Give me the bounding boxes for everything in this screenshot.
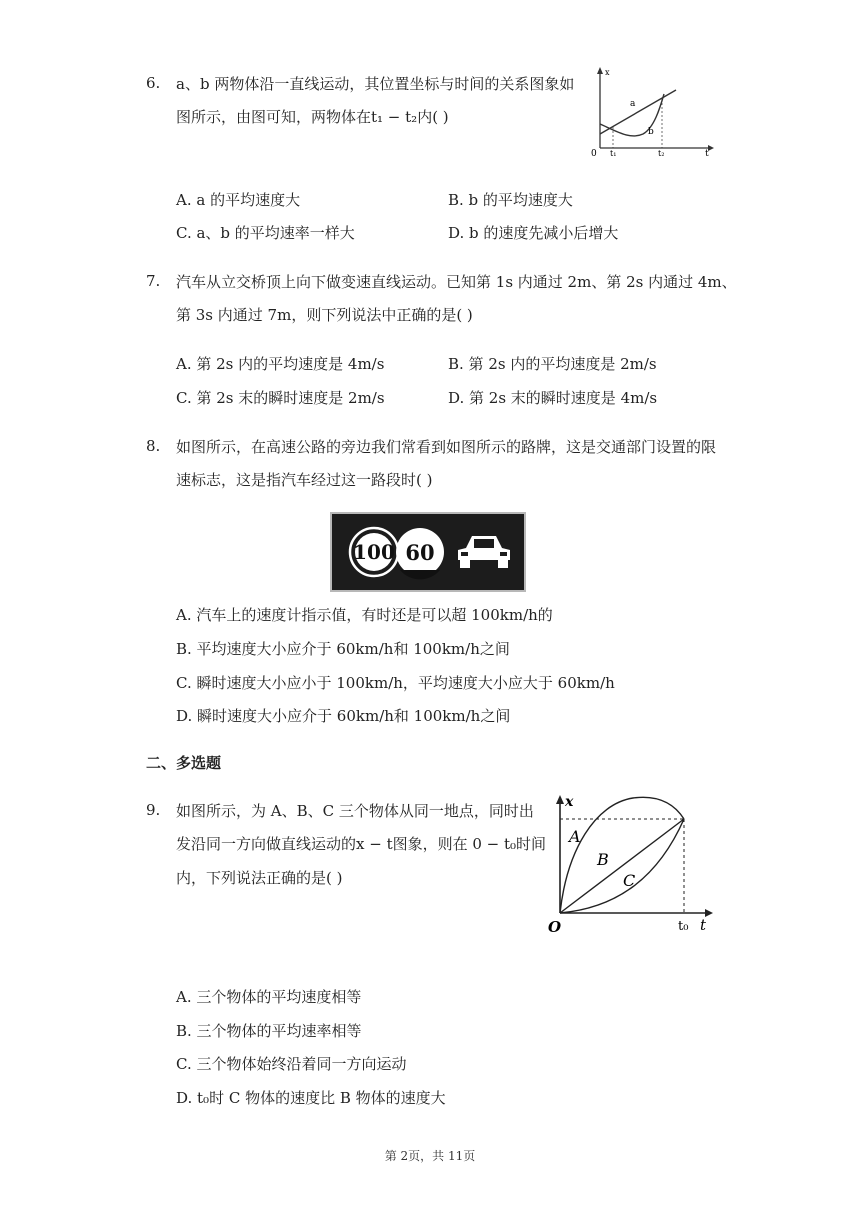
sign-min-value: 60 (405, 540, 435, 565)
q7-stem-line2: 第 3s 内通过 7m，则下列说法中正确的是( ) (176, 306, 473, 324)
section-title-multi-choice: 二、多选题 (146, 754, 222, 772)
q6-option-d[interactable]: D. b 的速度先减小后增大 (448, 224, 619, 242)
q6-position-time-graph (588, 64, 716, 158)
q6-line-a (600, 90, 676, 134)
q8-option-b[interactable]: B. 平均速度大小应介于 60km/h和 100km/h之间 (176, 640, 510, 658)
q9-xt-graph (545, 790, 720, 935)
q6-t-label: t (705, 149, 709, 158)
q8-option-d[interactable]: D. 瞬时速度大小应介于 60km/h和 100km/h之间 (176, 707, 511, 725)
q9-label-b: B (597, 850, 609, 869)
q7-option-a[interactable]: A. 第 2s 内的平均速度是 4m/s (176, 355, 385, 373)
q9-stem-line1: 如图所示，为 A、B、C 三个物体从同一地点，同时出 (176, 802, 534, 820)
q9-stem-line2: 发沿同一方向做直线运动的x − t图象，则在 0 − t₀时间 (176, 835, 547, 853)
q9-label-c: C (623, 871, 636, 890)
q6-number: 6. (146, 74, 161, 92)
q9-label-a: A (569, 827, 581, 846)
q9-x-label: x (565, 794, 574, 810)
q7-stem-line1: 汽车从立交桥顶上向下做变速直线运动。已知第 1s 内通过 2m、第 2s 内通过 4m、 (176, 273, 737, 291)
q6-x-label: x (605, 68, 610, 77)
q6-a-label: a (630, 99, 636, 109)
q8-option-c[interactable]: C. 瞬时速度大小应小于 100km/h，平均速度大小应大于 60km/h (176, 674, 615, 692)
q8-stem-line1: 如图所示，在高速公路的旁边我们常看到如图所示的路牌，这是交通部门设置的限 (176, 438, 717, 456)
q9-curve-a (560, 797, 684, 913)
speed-limit-sign (330, 512, 526, 592)
q8-stem-line2: 速标志，这是指汽车经过这一路段时( ) (176, 471, 433, 489)
q6-option-b[interactable]: B. b 的平均速度大 (448, 191, 573, 209)
page-footer: 第 2页，共 11页 (384, 1149, 476, 1163)
q6-b-label: b (648, 127, 654, 137)
q6-origin-label: 0 (591, 149, 597, 158)
q8-option-a[interactable]: A. 汽车上的速度计指示值，有时还是可以超 100km/h的 (176, 606, 553, 624)
q9-option-d[interactable]: D. t₀时 C 物体的速度比 B 物体的速度大 (176, 1089, 446, 1107)
q7-option-c[interactable]: C. 第 2s 末的瞬时速度是 2m/s (176, 389, 385, 407)
q9-stem-line3: 内，下列说法正确的是( ) (176, 869, 343, 887)
q7-number: 7. (146, 272, 161, 290)
q6-stem-line1: a、b 两物体沿一直线运动，其位置坐标与时间的关系图象如 (176, 75, 575, 93)
sign-max-value: 100 (353, 540, 395, 564)
q9-option-c[interactable]: C. 三个物体始终沿着同一方向运动 (176, 1055, 407, 1073)
q9-option-a[interactable]: A. 三个物体的平均速度相等 (176, 988, 362, 1006)
q6-stem-line2: 图所示，由图可知，两物体在t₁ − t₂内( ) (176, 108, 449, 126)
q6-t1-label: t₁ (610, 149, 617, 158)
q9-number: 9. (146, 801, 161, 819)
q7-option-d[interactable]: D. 第 2s 末的瞬时速度是 4m/s (448, 389, 658, 407)
q9-origin-label: O (548, 918, 562, 935)
q6-t2-label: t₂ (658, 149, 665, 158)
q6-option-a[interactable]: A. a 的平均速度大 (176, 191, 301, 209)
q6-option-c[interactable]: C. a、b 的平均速率一样大 (176, 224, 355, 242)
q7-option-b[interactable]: B. 第 2s 内的平均速度是 2m/s (448, 355, 657, 373)
q9-t0-label: t₀ (678, 919, 689, 934)
q8-number: 8. (146, 437, 161, 455)
q9-t-label: t (700, 916, 707, 934)
q9-option-b[interactable]: B. 三个物体的平均速率相等 (176, 1022, 362, 1040)
